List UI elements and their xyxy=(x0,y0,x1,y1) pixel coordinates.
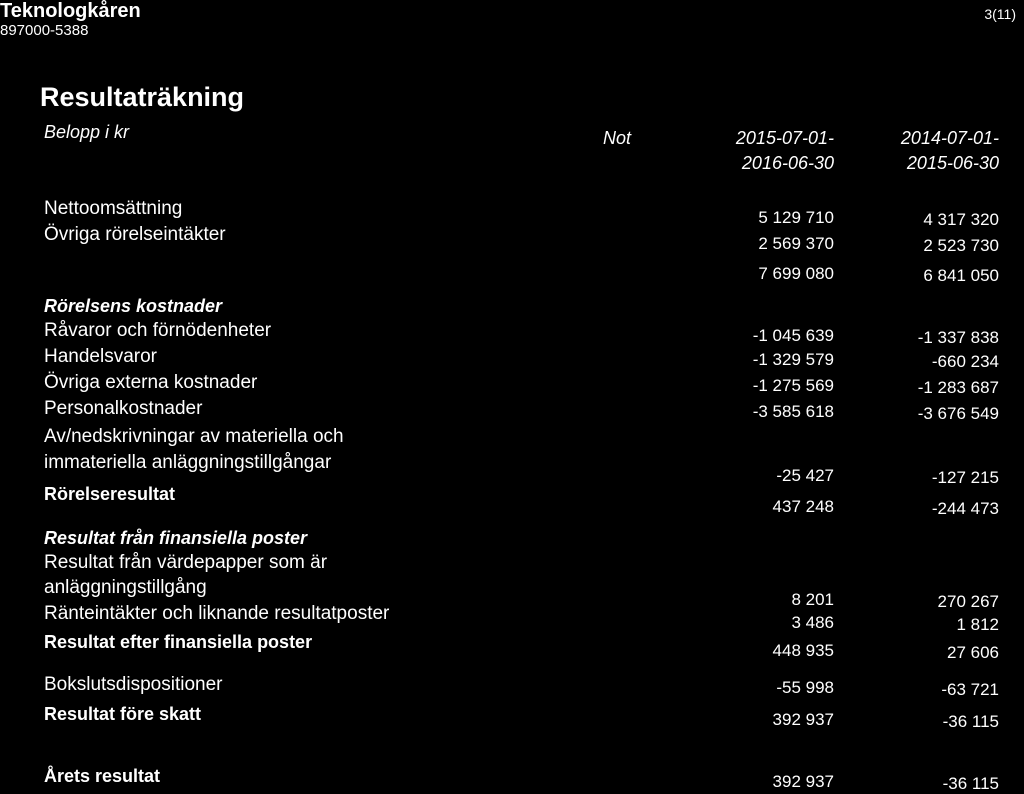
row-value-current: -55 998 xyxy=(776,678,834,697)
table-row xyxy=(0,603,1024,634)
row-value-current: 8 201 xyxy=(791,590,834,609)
table-row xyxy=(0,224,1024,255)
row-value-current: 7 699 080 xyxy=(758,264,834,283)
table-row xyxy=(0,674,1024,698)
row-label: Bokslutsdispositioner xyxy=(44,674,223,695)
table-row xyxy=(0,704,1024,731)
page-number: 3(11) xyxy=(984,6,1016,22)
table-row xyxy=(0,372,1024,396)
row-value-current: 392 937 xyxy=(772,772,834,791)
row-value-current: 392 937 xyxy=(772,710,834,729)
period2-header-line1: 2014-07-01- xyxy=(900,128,999,148)
note-column-header: Not xyxy=(603,128,632,148)
row-value-previous: -36 115 xyxy=(942,774,999,793)
table-row xyxy=(0,320,1024,347)
table-row xyxy=(0,552,1024,576)
row-label: Ränteintäkter och liknande resultatposter xyxy=(44,603,390,624)
org-number: 897000-5388 xyxy=(0,22,89,39)
table-row xyxy=(0,766,1024,793)
row-label: Resultat från värdepapper som är xyxy=(44,552,328,573)
row-value-current: 448 935 xyxy=(772,641,834,660)
row-label: Nettoomsättning xyxy=(44,198,183,219)
period2-header-line2: 2015-06-30 xyxy=(906,153,999,173)
row-value-previous: 27 606 xyxy=(947,643,999,662)
table-row xyxy=(0,398,1024,422)
table-row xyxy=(0,484,1024,518)
row-label: Övriga externa kostnader xyxy=(44,372,258,393)
row-value-current: -25 427 xyxy=(776,466,834,485)
row-value-current: 437 248 xyxy=(772,497,834,516)
row-label: Handelsvaror xyxy=(44,346,157,367)
section-heading xyxy=(0,296,1024,320)
row-value-current: -1 045 639 xyxy=(752,326,834,345)
row-value-current: 3 486 xyxy=(791,613,834,632)
row-value-current: 5 129 710 xyxy=(758,208,834,227)
row-value-previous: -127 215 xyxy=(931,468,999,487)
row-value-previous: -1 337 838 xyxy=(917,328,999,347)
row-value-previous: -660 234 xyxy=(931,352,999,371)
row-value-previous: -3 676 549 xyxy=(917,404,999,423)
row-value-current: -1 329 579 xyxy=(752,350,834,369)
period1-header-line1: 2015-07-01- xyxy=(735,128,834,148)
row-value-current: -3 585 618 xyxy=(752,402,834,421)
row-label: Årets resultat xyxy=(44,766,161,786)
row-value-previous: -36 115 xyxy=(942,712,999,731)
table-row xyxy=(0,264,1024,288)
row-label: Personalkostnader xyxy=(44,398,203,419)
table-row xyxy=(0,426,1024,450)
row-label: Resultat före skatt xyxy=(44,704,202,724)
row-value-current: -1 275 569 xyxy=(752,376,834,395)
row-value-previous: 2 523 730 xyxy=(923,236,999,255)
table-row xyxy=(0,452,1024,487)
row-value-previous: -1 283 687 xyxy=(917,378,999,397)
amount-unit-label: Belopp i kr xyxy=(44,122,130,142)
row-label: Övriga rörelseintäkter xyxy=(44,224,226,245)
row-label: anläggningstillgång xyxy=(44,577,207,598)
table-row xyxy=(0,346,1024,370)
row-label: Rörelseresultat xyxy=(44,484,176,504)
row-label: Rörelsens kostnader xyxy=(44,296,223,316)
row-value-previous: -63 721 xyxy=(941,680,999,699)
row-value-current: 2 569 370 xyxy=(758,234,834,253)
section-heading xyxy=(0,528,1024,552)
row-value-previous: 270 267 xyxy=(937,592,999,611)
row-label: Resultat från finansiella poster xyxy=(44,528,308,548)
row-label: Råvaror och förnödenheter xyxy=(44,320,272,341)
row-label: Resultat efter finansiella poster xyxy=(44,632,313,652)
page-title: Resultaträkning xyxy=(40,82,245,112)
table-row xyxy=(0,632,1024,662)
row-value-previous: -244 473 xyxy=(931,499,999,518)
period1-header-line2: 2016-06-30 xyxy=(741,153,834,173)
row-value-previous: 6 841 050 xyxy=(923,266,999,285)
table-row xyxy=(0,577,1024,611)
company-name: Teknologkåren xyxy=(0,0,141,22)
row-label: Av/nedskrivningar av materiella och xyxy=(44,426,344,447)
table-row xyxy=(0,198,1024,229)
row-label: immateriella anläggningstillgångar xyxy=(44,452,332,473)
row-value-previous: 1 812 xyxy=(956,615,999,634)
row-value-previous: 4 317 320 xyxy=(923,210,999,229)
